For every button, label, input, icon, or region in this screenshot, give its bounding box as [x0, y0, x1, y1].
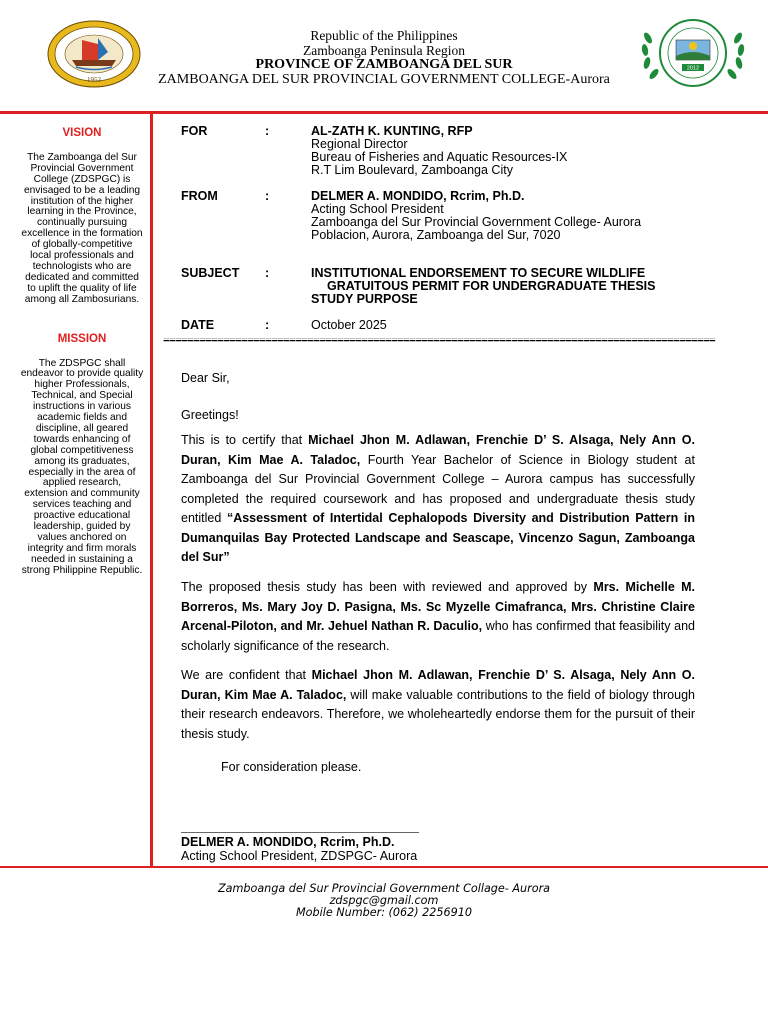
subject-line-1: INSTITUTIONAL ENDORSEMENT TO SECURE WILDLIFE [311, 266, 646, 280]
date-colon: : [265, 318, 270, 332]
sidebar-vision-mission [20, 128, 144, 577]
paragraph-certification [181, 431, 695, 568]
right-seal-year: 2012 [686, 65, 700, 72]
vision-heading: VISION [62, 127, 102, 139]
letterhead [0, 0, 768, 112]
recipient-name: AL-ZATH K. KUNTING, RFP [311, 124, 473, 138]
recipient-office: Bureau of Fisheries and Aquatic Resources-IX [311, 150, 568, 164]
footer-email: zdspgc@gmail.com [329, 894, 439, 907]
sidebar-divider [150, 113, 153, 866]
memo-separator: ============================================================================================ [163, 338, 716, 345]
from-colon: : [265, 189, 270, 203]
signatory-name: DELMER A. MONDIDO, Rcrim, Ph.D. [181, 835, 395, 849]
greeting: Greetings! [181, 408, 239, 422]
paragraph-review [181, 578, 695, 656]
header-line-republic: Republic of the Philippines [310, 28, 458, 43]
footer-phone: Mobile Number: (062) 2256910 [296, 906, 472, 919]
for-label: FOR [181, 124, 208, 138]
paragraph-endorsement [181, 666, 695, 744]
p2-body: who has confirmed that feasibility and scholarly significance of the research. [181, 619, 695, 653]
header-line-college: ZAMBOANGA DEL SUR PROVINCIAL GOVERNMENT COLLEGE-Aurora [158, 72, 610, 87]
p2-panel-names: Mrs. Michelle M. Borreros, Ms. Mary Joy D. Pasigna, Ms. Sc Myzelle Cimafranca, Mrs. Christine Claire Arcenal-Piloton, and Mr. Jehuel Nathan R. Daculio, [181, 580, 696, 633]
from-label: FROM [181, 189, 218, 203]
subject-line-2: GRATUITOUS PERMIT FOR UNDERGRADUATE THESIS [327, 279, 656, 293]
header-divider [0, 111, 768, 114]
date-value: October 2025 [311, 318, 387, 332]
sender-address: Poblacion, Aurora, Zamboanga del Sur, 7020 [311, 228, 561, 242]
vision-text: The Zamboanga del Sur Provincial Government College (ZDSPGC) is envisaged to be a leading institution of the higher learning in the Province, continually pursuing excellence in the formation of globally-competitive local professionals and technologists who are dedicated and committed to uplift the quality of life among all Zambosurians. [21, 151, 143, 305]
subject-line-3: STUDY PURPOSE [311, 292, 418, 306]
memo-subject-row [181, 267, 655, 306]
p2-intro: The proposed thesis study has been with reviewed and approved by [181, 580, 594, 594]
sender-office: Zamboanga del Sur Provincial Government College- Aurora [311, 215, 642, 229]
subject-label: SUBJECT [181, 266, 240, 280]
p3-body: will make valuable contributions to the field of biology through their research endeavors. Therefore, we wholeheartedly endorse them for the pursuit of their thesis study. [181, 687, 695, 741]
header-line-region: Zamboanga Peninsula Region [303, 43, 465, 58]
p1-student-names: Michael Jhon M. Adlawan, Frenchie D’ S. Alsaga, Nely Ann O. Duran, Kim Mae A. Taladoc, [181, 433, 695, 467]
subject-colon: : [265, 266, 270, 280]
memo-date-row [181, 319, 387, 332]
date-label: DATE [181, 318, 215, 332]
footer-college: Zamboanga del Sur Provincial Government Collage- Aurora [217, 882, 551, 895]
p3-intro: We are confident that [181, 668, 312, 682]
left-seal-year: 1952 [87, 76, 101, 84]
college-seal-logo [636, 18, 750, 88]
closing-line: For consideration please. [221, 760, 362, 774]
sender-name: DELMER A. MONDIDO, Rcrim, Ph.D. [311, 189, 525, 203]
memo-from-row [181, 190, 641, 242]
thesis-title: “Assessment of Intertidal Cephalopods Diversity and Distribution Pattern in Dumanquilas Bay Protected Landscape and Seascape, Vincenzo Sagun, Zamboanga del Sur” [181, 511, 695, 564]
signature-line [181, 832, 419, 833]
memo-for-row [181, 125, 567, 177]
mission-heading: MISSION [57, 332, 107, 345]
recipient-title: Regional Director [311, 137, 408, 151]
mission-text: The ZDSPGC shall endeavor to provide quality higher Professionals, Technical, and Special instructions in various academic fields and discipline, all geared towards enhancing of global competitiveness among its graduates, especially in the area of applied research, extension and community services teaching and proactive educational leadership, guided by values anchored on integrity and firm morals needed in sustaining a strong Philippine Republic. [20, 357, 144, 576]
signatory-title: Acting School President, ZDSPGC- Aurora [181, 849, 418, 863]
sender-title: Acting School President [311, 202, 444, 216]
p1-body: Fourth Year Bachelor of Science in Biology student at Zamboanga del Sur Provincial Government College – Aurora campus has successfully completed the required coursework and has proposed and undergraduate thesis study entitled [181, 452, 695, 525]
footer-divider [0, 866, 768, 868]
footer [0, 883, 768, 919]
salutation: Dear Sir, [181, 371, 230, 385]
p1-intro: This is to certify that [181, 433, 309, 447]
p3-student-names: Michael Jhon M. Adlawan, Frenchie D’ S. Alsaga, Nely Ann O. Duran, Kim Mae A. Taladoc, [181, 668, 695, 702]
signature-block [181, 835, 417, 863]
for-colon: : [265, 124, 270, 138]
recipient-address: R.T Lim Boulevard, Zamboanga City [311, 163, 513, 177]
header-line-province: PROVINCE OF ZAMBOANGA DEL SUR [255, 57, 513, 72]
